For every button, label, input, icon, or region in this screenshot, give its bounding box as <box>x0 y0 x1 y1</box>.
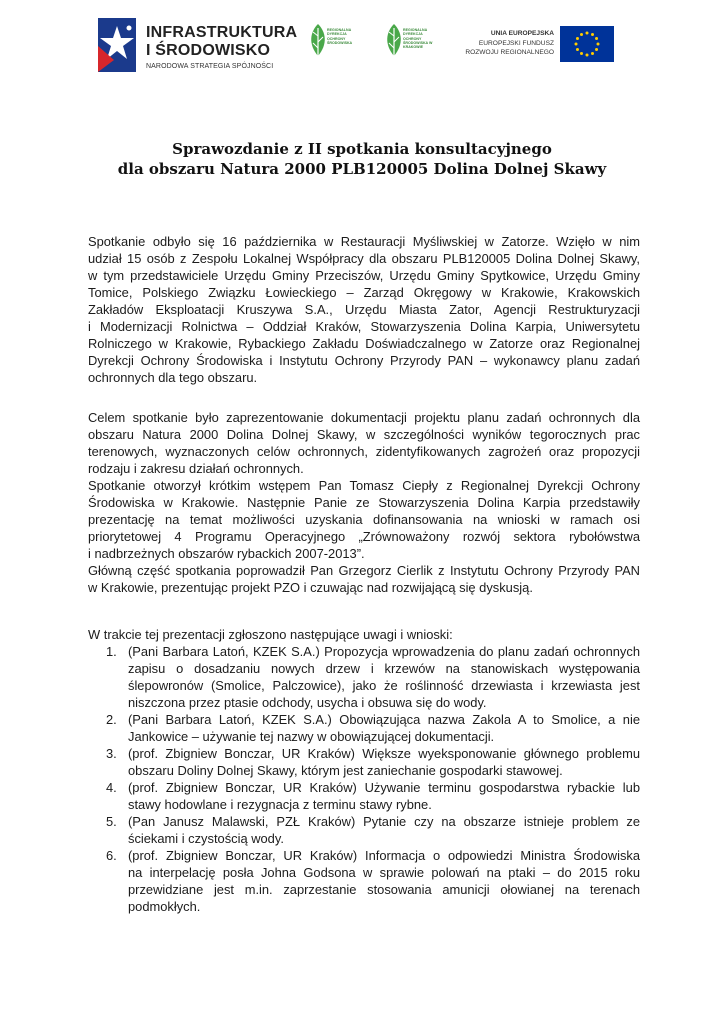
eu-logo <box>460 26 620 66</box>
document-title-line2: dla obszaru Natura 2000 PLB120005 Dolina Dolnej Skawy <box>117 160 607 178</box>
eu-star-icon <box>580 52 583 55</box>
eu-star-icon <box>595 37 598 40</box>
paragraph-line: obszaru Natura 2000 Dolina Dolnej Skawy, w szczególności wyników tegorocznych prac <box>88 427 640 442</box>
list-item <box>106 813 640 847</box>
paragraph-line: priorytetowej 4 Programu Operacyjnego „Zrównoważony rozwój sektora rybołówstwa <box>88 529 640 544</box>
paragraph-line: Środowiska w Krakowie. Następnie Panie ze Stowarzyszenia Dolina Karpia przedstawiły <box>88 495 640 510</box>
list-item-line: (prof. Zbigniew Bonczar, UR Kraków) Używanie terminu gospodarstwa rybackie lub <box>128 780 640 795</box>
list-item <box>106 711 640 745</box>
paragraph-line: ochronnych dla tego obszaru. <box>88 370 258 385</box>
list-item <box>106 847 640 915</box>
paragraph-line: Główną część spotkania poprowadził Pan Grzegorz Cierlik z Instytutu Ochrony Przyrody PAN <box>88 563 640 578</box>
eu-star-icon <box>576 48 579 51</box>
eu-star-icon <box>591 52 594 55</box>
paragraph-line: i Modernizacji Rolnictwa – Oddział Kraków, Stowarzyszenia Dolina Karpia, Uniwersytetu <box>88 319 640 334</box>
list-item <box>106 745 640 779</box>
rdos-logo-2-text: REGIONALNA DYREKCJA OCHRONY ŚRODOWISKA W KRAKOWIE <box>403 28 433 50</box>
paragraph-line: Dyrekcji Ochrony Środowiska i Instytutu Ochrony Przyrody PAN – wykonawcy planu zadań <box>88 353 640 368</box>
program-name-line1: INFRASTRUKTURA <box>146 24 298 41</box>
paragraph-line: Zakładów Eksploatacji Kruszywa S.A., Urzędu Miasta Zator, Agencji Restrukturyzacji <box>88 302 640 317</box>
remarks-list <box>106 643 640 915</box>
list-item-line: (prof. Zbigniew Bonczar, UR Kraków) Informacja o odpowiedzi Ministra Środowiska <box>128 848 640 863</box>
list-item-number: 5. <box>106 814 117 829</box>
list-item-line: niszczona przez ptasie odchody, usycha i obsuwa się do wody. <box>128 695 487 710</box>
list-item-line: Jankowice – używanie tej nazwy w obowiązującej dokumentacji. <box>128 729 495 744</box>
list-item <box>106 643 640 711</box>
paragraph-meeting-goal <box>88 409 640 596</box>
paragraph-line: udział 15 osób z Zespołu Lokalnej Współpracy dla obszaru PLB120005 Dolina Dolnej Skawy, <box>88 251 640 266</box>
list-item-line: (Pan Janusz Malawski, PZŁ Kraków) Pytanie czy na obszarze istnieje problem ze <box>128 814 640 829</box>
document-title-line1: Sprawozdanie z II spotkania konsultacyjnego <box>172 140 552 158</box>
paragraph-line: Celem spotkanie było zaprezentowanie dokumentacji projektu planu zadań ochronnych dla <box>88 410 640 425</box>
paragraph-line: Tomice, Polskiego Związku Łowieckiego – Zarząd Okręgowy w Krakowie, Krakowskich <box>88 285 640 300</box>
list-item-line: (prof. Zbigniew Bonczar, UR Kraków) Większe wyeksponowanie głównego problemu <box>128 746 640 761</box>
program-subtitle: NARODOWA STRATEGIA SPÓJNOŚCI <box>146 63 274 70</box>
eu-flag-icon <box>560 26 614 62</box>
paragraph-line: prezentację na temat możliwości uzyskania dofinansowania na wnioski w ramach osi <box>88 512 640 527</box>
list-item-line: przewidziane jest m.in. zaprzestanie stosowania amunicji ołowianej na terenach <box>128 882 640 897</box>
infrastruktura-srodowisko-logo <box>96 16 298 74</box>
logo-header <box>0 0 724 80</box>
list-item-line: na interpelację posła Johna Godsona w sprawie polowań na ptaki – do 2015 roku <box>128 865 640 880</box>
list-item-number: 4. <box>106 780 117 795</box>
list-item-line: ślepowronów (Smolice, Palczowice), jako że roślinność drzewiasta i krzewiasta jest <box>128 678 640 693</box>
paragraph-line: w tym przedstawiciele Urzędu Gminy Przeciszów, Urzędu Gminy Spytkowice, Urzędu Gminy <box>88 268 640 283</box>
paragraph-meeting-info <box>88 233 640 386</box>
eu-star-icon <box>586 32 589 35</box>
eu-star-icon <box>595 48 598 51</box>
paragraph-line: Spotkanie otworzył krótkim wstępem Pan Tomasz Ciepły z Regionalnej Dyrekcji Ochrony <box>88 478 640 493</box>
eu-star-icon <box>586 54 589 57</box>
rdos-logo-2 <box>384 22 440 70</box>
paragraph-line: Rolniczego w Krakowie, Rybackiego Zakładu Doświadczalnego w Zatorze oraz Regionalnej <box>88 336 640 351</box>
star-logo-icon <box>96 16 138 74</box>
eu-star-icon <box>575 43 578 46</box>
list-intro: W trakcie tej prezentacji zgłoszono następujące uwagi i wnioski: <box>88 627 453 642</box>
leaf-icon <box>308 22 328 66</box>
list-item-line: (Pani Barbara Latoń, KZEK S.A.) Obowiązująca nazwa Zakola A to Smolice, a nie <box>128 712 640 727</box>
list-item-line: zapisu o dosadzaniu nowych drzew i krzewów na stanowiskach występowania <box>128 661 640 676</box>
eu-line3: ROZWOJU REGIONALNEGO <box>465 49 554 56</box>
eu-line2: EUROPEJSKI FUNDUSZ <box>478 40 554 47</box>
eu-star-icon <box>580 33 583 36</box>
eu-star-icon <box>597 43 600 46</box>
leaf-icon <box>384 22 404 66</box>
paragraph-line: w Krakowie, prezentując projekt PZO i czuwając nad rozwijającą się dyskusją. <box>88 580 533 595</box>
list-item-number: 1. <box>106 644 117 659</box>
program-name-line2: I ŚRODOWISKO <box>146 42 271 59</box>
list-item <box>106 779 640 813</box>
rdos-logo-1-text: REGIONALNA DYREKCJA OCHRONY ŚRODOWISKA <box>327 28 353 45</box>
paragraph-line: rodzaju i zakresu działań ochronnych. <box>88 461 304 476</box>
eu-line1: UNIA EUROPEJSKA <box>490 30 554 37</box>
list-item-number: 3. <box>106 746 117 761</box>
rdos-logo-1 <box>308 22 364 70</box>
paragraph-line: Spotkanie odbyło się 16 października w Restauracji Myśliwskiej w Zatorze. Wzięło w nim <box>88 234 640 249</box>
list-item-line: ściekami i czystością wody. <box>128 831 284 846</box>
list-item-number: 6. <box>106 848 117 863</box>
list-item-number: 2. <box>106 712 117 727</box>
eu-star-icon <box>576 37 579 40</box>
list-item-line: obszaru Doliny Dolnej Skawy, którym jest zaniechanie gospodarki stawowej. <box>128 763 563 778</box>
eu-star-icon <box>591 33 594 36</box>
list-item-line: (Pani Barbara Latoń, KZEK S.A.) Propozycja wprowadzenia do planu zadań ochronnych <box>128 644 640 659</box>
paragraph-line: terenowych, wyznaczonych celów ochronnych, zidentyfikowanych zagrożeń oraz propozycji <box>88 444 640 459</box>
list-item-line: podmokłych. <box>128 899 201 914</box>
list-item-line: stawy hodowlane i rezygnacja z terminu stawy rybne. <box>128 797 432 812</box>
paragraph-line: i nadbrzeżnych obszarów rybackich 2007-2013”. <box>88 546 365 561</box>
